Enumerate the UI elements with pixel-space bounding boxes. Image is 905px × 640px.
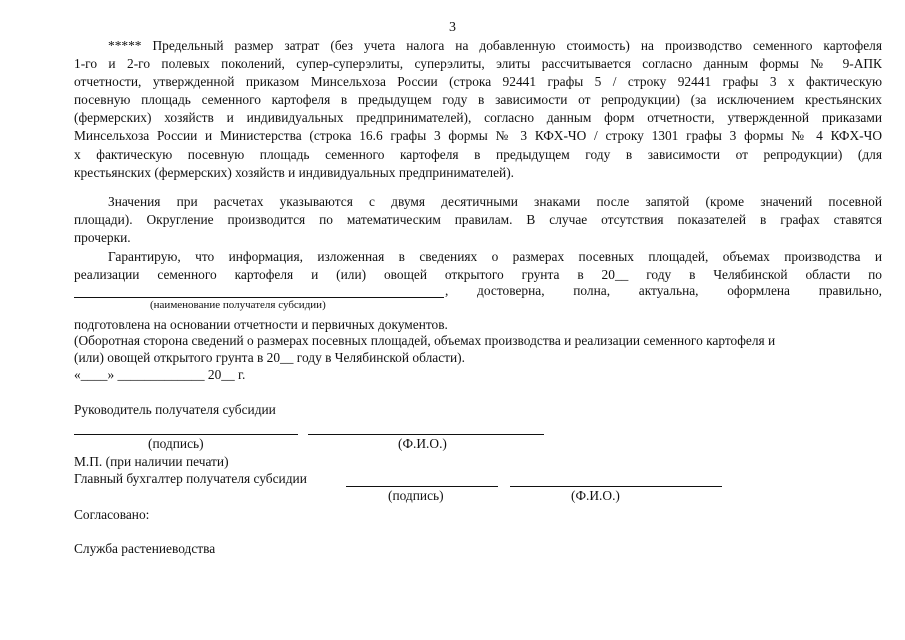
reverse-note-line: (или) овощей открытого грунта в 20__ году в Челябинской области). [74, 350, 465, 365]
footnote-line: 1-го и 2-го полевых поколений, супер-суперэлиты, суперэлиты, элиты рассчитывается согласно данным формы № 9-АПК [74, 56, 882, 72]
head-name-line[interactable] [308, 434, 544, 435]
footnote-line: отчетности, утвержденной приказом Минсельхоза России (строка 92441 графы 5 / строку 92441 графы 3 х фактическую [74, 74, 882, 90]
guarantee-line-tail: , достоверна, полна, актуальна, оформлена правильно, [445, 283, 882, 298]
head-sign-caption: (подпись) [148, 436, 204, 451]
values-note-line: Значения при расчетах указываются с двумя десятичными знаками после запятой (кроме значений посевной [108, 194, 882, 209]
footnote-line: ***** Предельный размер затрат (без учета налога на добавленную стоимость) на производство семенного картофеля [108, 38, 882, 53]
accountant-sign-caption: (подпись) [388, 488, 444, 503]
recipient-name-line[interactable] [74, 297, 444, 298]
head-signature-line[interactable] [74, 434, 298, 435]
values-note-line: прочерки. [74, 230, 131, 246]
date-line: «____» _____________ 20__ г. [74, 367, 246, 382]
reverse-note-line: (Оборотная сторона сведений о размерах посевных площадей, объемах производства и реализации семенного картофеля и [74, 333, 776, 348]
footnote-line: посевную площадь семенного картофеля в предыдущем году в зависимости от репродукции) (за исключением крестьянских [74, 92, 882, 108]
head-label: Руководитель получателя субсидии [74, 402, 276, 417]
stamp-label: М.П. (при наличии печати) [74, 454, 229, 469]
values-note-paragraph [74, 193, 882, 247]
page-number: 3 [449, 20, 456, 35]
footnote-paragraph [74, 37, 882, 182]
footnote-line: х фактическую посевную площадь семенного картофеля в предыдущем году в зависимости от репродукции) (для [74, 146, 882, 162]
head-name-caption: (Ф.И.О.) [398, 436, 447, 451]
agreed-label: Согласовано: [74, 507, 150, 522]
guarantee-paragraph [74, 248, 882, 284]
accountant-name-caption: (Ф.И.О.) [571, 488, 620, 503]
footnote-line: Минсельхоза России и Министерства (строка 16.6 графы 3 формы № 3 КФХ-ЧО / строку 1301 графы 3 формы № 4 КФХ-ЧО [74, 128, 882, 144]
guarantee-line: реализации семенного картофеля и (или) овощей открытого грунта в 20__ году в Челябинской области по [74, 267, 882, 283]
accountant-signature-line[interactable] [346, 486, 498, 487]
footnote-line: (фермерских) хозяйств и индивидуальных предпринимателей), согласно данным форм отчетности, утвержденной приказами [74, 110, 882, 126]
guarantee-line: подготовлена на основании отчетности и первичных документов. [74, 317, 448, 332]
accountant-label: Главный бухгалтер получателя субсидии [74, 471, 307, 486]
service-label: Служба растениеводства [74, 541, 216, 556]
footnote-line: крестьянских (фермерских) хозяйств и индивидуальных предпринимателей). [74, 164, 515, 180]
guarantee-line: Гарантирую, что информация, изложенная в сведениях о размерах посевных площадей, объемах производства и [108, 249, 882, 264]
accountant-name-line[interactable] [510, 486, 722, 487]
values-note-line: площади). Округление производится по математическим правилам. В случае отсутствия показателей в графах ставятся [74, 212, 882, 228]
recipient-caption: (наименование получателя субсидии) [150, 299, 326, 311]
